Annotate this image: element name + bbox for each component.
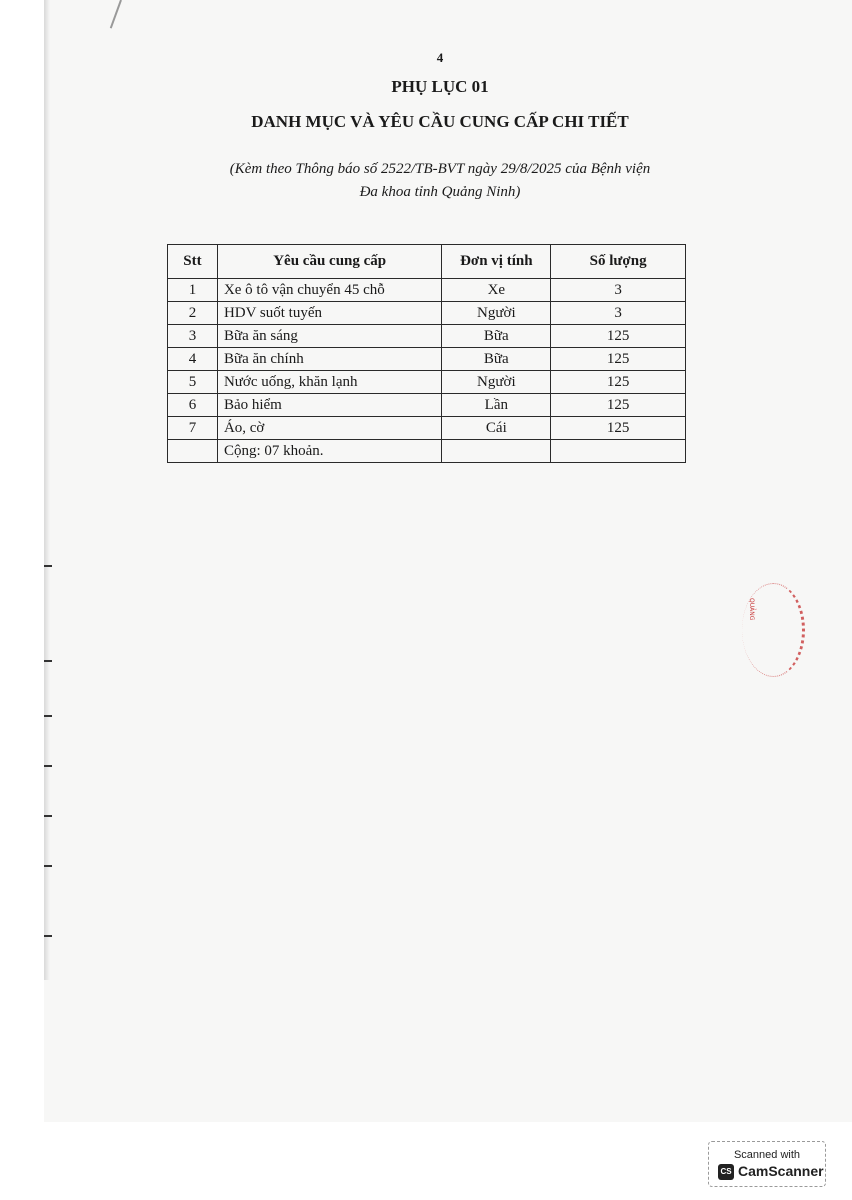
item-name: Nước uống, khăn lạnh [217, 371, 441, 394]
reference-note [0, 158, 852, 204]
row-number: 1 [168, 279, 218, 302]
empty-cell [551, 440, 686, 463]
page-number: 4 [436, 50, 444, 65]
scanned-with-label: Scanned with [733, 1149, 801, 1161]
quantity: 125 [551, 348, 686, 371]
table-row [168, 394, 686, 417]
table-row [168, 279, 686, 302]
appendix-heading: DANH MỤC VÀ YÊU CẦU CUNG CẤP CHI TIẾT [251, 112, 629, 131]
item-name: Bảo hiểm [217, 394, 441, 417]
camscanner-watermark [708, 1141, 826, 1187]
row-number: 6 [168, 394, 218, 417]
row-number: 5 [168, 371, 218, 394]
quantity: 125 [551, 371, 686, 394]
table-row [168, 371, 686, 394]
unit: Người [442, 302, 551, 325]
binding-mark [44, 660, 52, 662]
quantity: 125 [551, 325, 686, 348]
unit: Bữa [442, 325, 551, 348]
table-total-row [168, 440, 686, 463]
column-header: Stt [168, 245, 218, 279]
empty-cell [442, 440, 551, 463]
row-number: 2 [168, 302, 218, 325]
table-row [168, 348, 686, 371]
column-header: Số lượng [551, 245, 686, 279]
reference-note-line: Đa khoa tỉnh Quảng Ninh) [359, 184, 521, 200]
unit: Người [442, 371, 551, 394]
requirements-table [167, 244, 686, 463]
binding-mark [44, 765, 52, 767]
empty-cell [168, 440, 218, 463]
row-number: 3 [168, 325, 218, 348]
quantity: 3 [551, 279, 686, 302]
unit: Bữa [442, 348, 551, 371]
row-number: 4 [168, 348, 218, 371]
binding-mark [44, 565, 52, 567]
appendix-title: PHỤ LỤC 01 [391, 77, 489, 96]
item-name: HDV suốt tuyến [217, 302, 441, 325]
item-name: Áo, cờ [217, 417, 441, 440]
binding-mark [44, 815, 52, 817]
camscanner-logo-icon: CS [718, 1164, 734, 1180]
binding-mark [44, 865, 52, 867]
unit: Cái [442, 417, 551, 440]
unit: Lần [442, 394, 551, 417]
row-number: 7 [168, 417, 218, 440]
binding-mark [44, 935, 52, 937]
item-name: Bữa ăn chính [217, 348, 441, 371]
column-header: Đơn vị tính [442, 245, 551, 279]
unit: Xe [442, 279, 551, 302]
total-label: Cộng: 07 khoản. [217, 440, 441, 463]
quantity: 125 [551, 417, 686, 440]
table-header-row [168, 245, 686, 279]
item-name: Xe ô tô vận chuyển 45 chỗ [217, 279, 441, 302]
table-row [168, 325, 686, 348]
column-header: Yêu cầu cung cấp [217, 245, 441, 279]
item-name: Bữa ăn sáng [217, 325, 441, 348]
binding-mark [44, 715, 52, 717]
camscanner-brand: CamScanner [738, 1163, 824, 1179]
reference-note-line: (Kèm theo Thông báo số 2522/TB-BVT ngày 29/8/2025 của Bệnh viện [229, 161, 651, 177]
page-edge-shadow [44, 0, 50, 980]
table-row [168, 417, 686, 440]
quantity: 3 [551, 302, 686, 325]
quantity: 125 [551, 394, 686, 417]
table-row [168, 302, 686, 325]
seal-stamp-text: QUẢNG [748, 598, 755, 621]
